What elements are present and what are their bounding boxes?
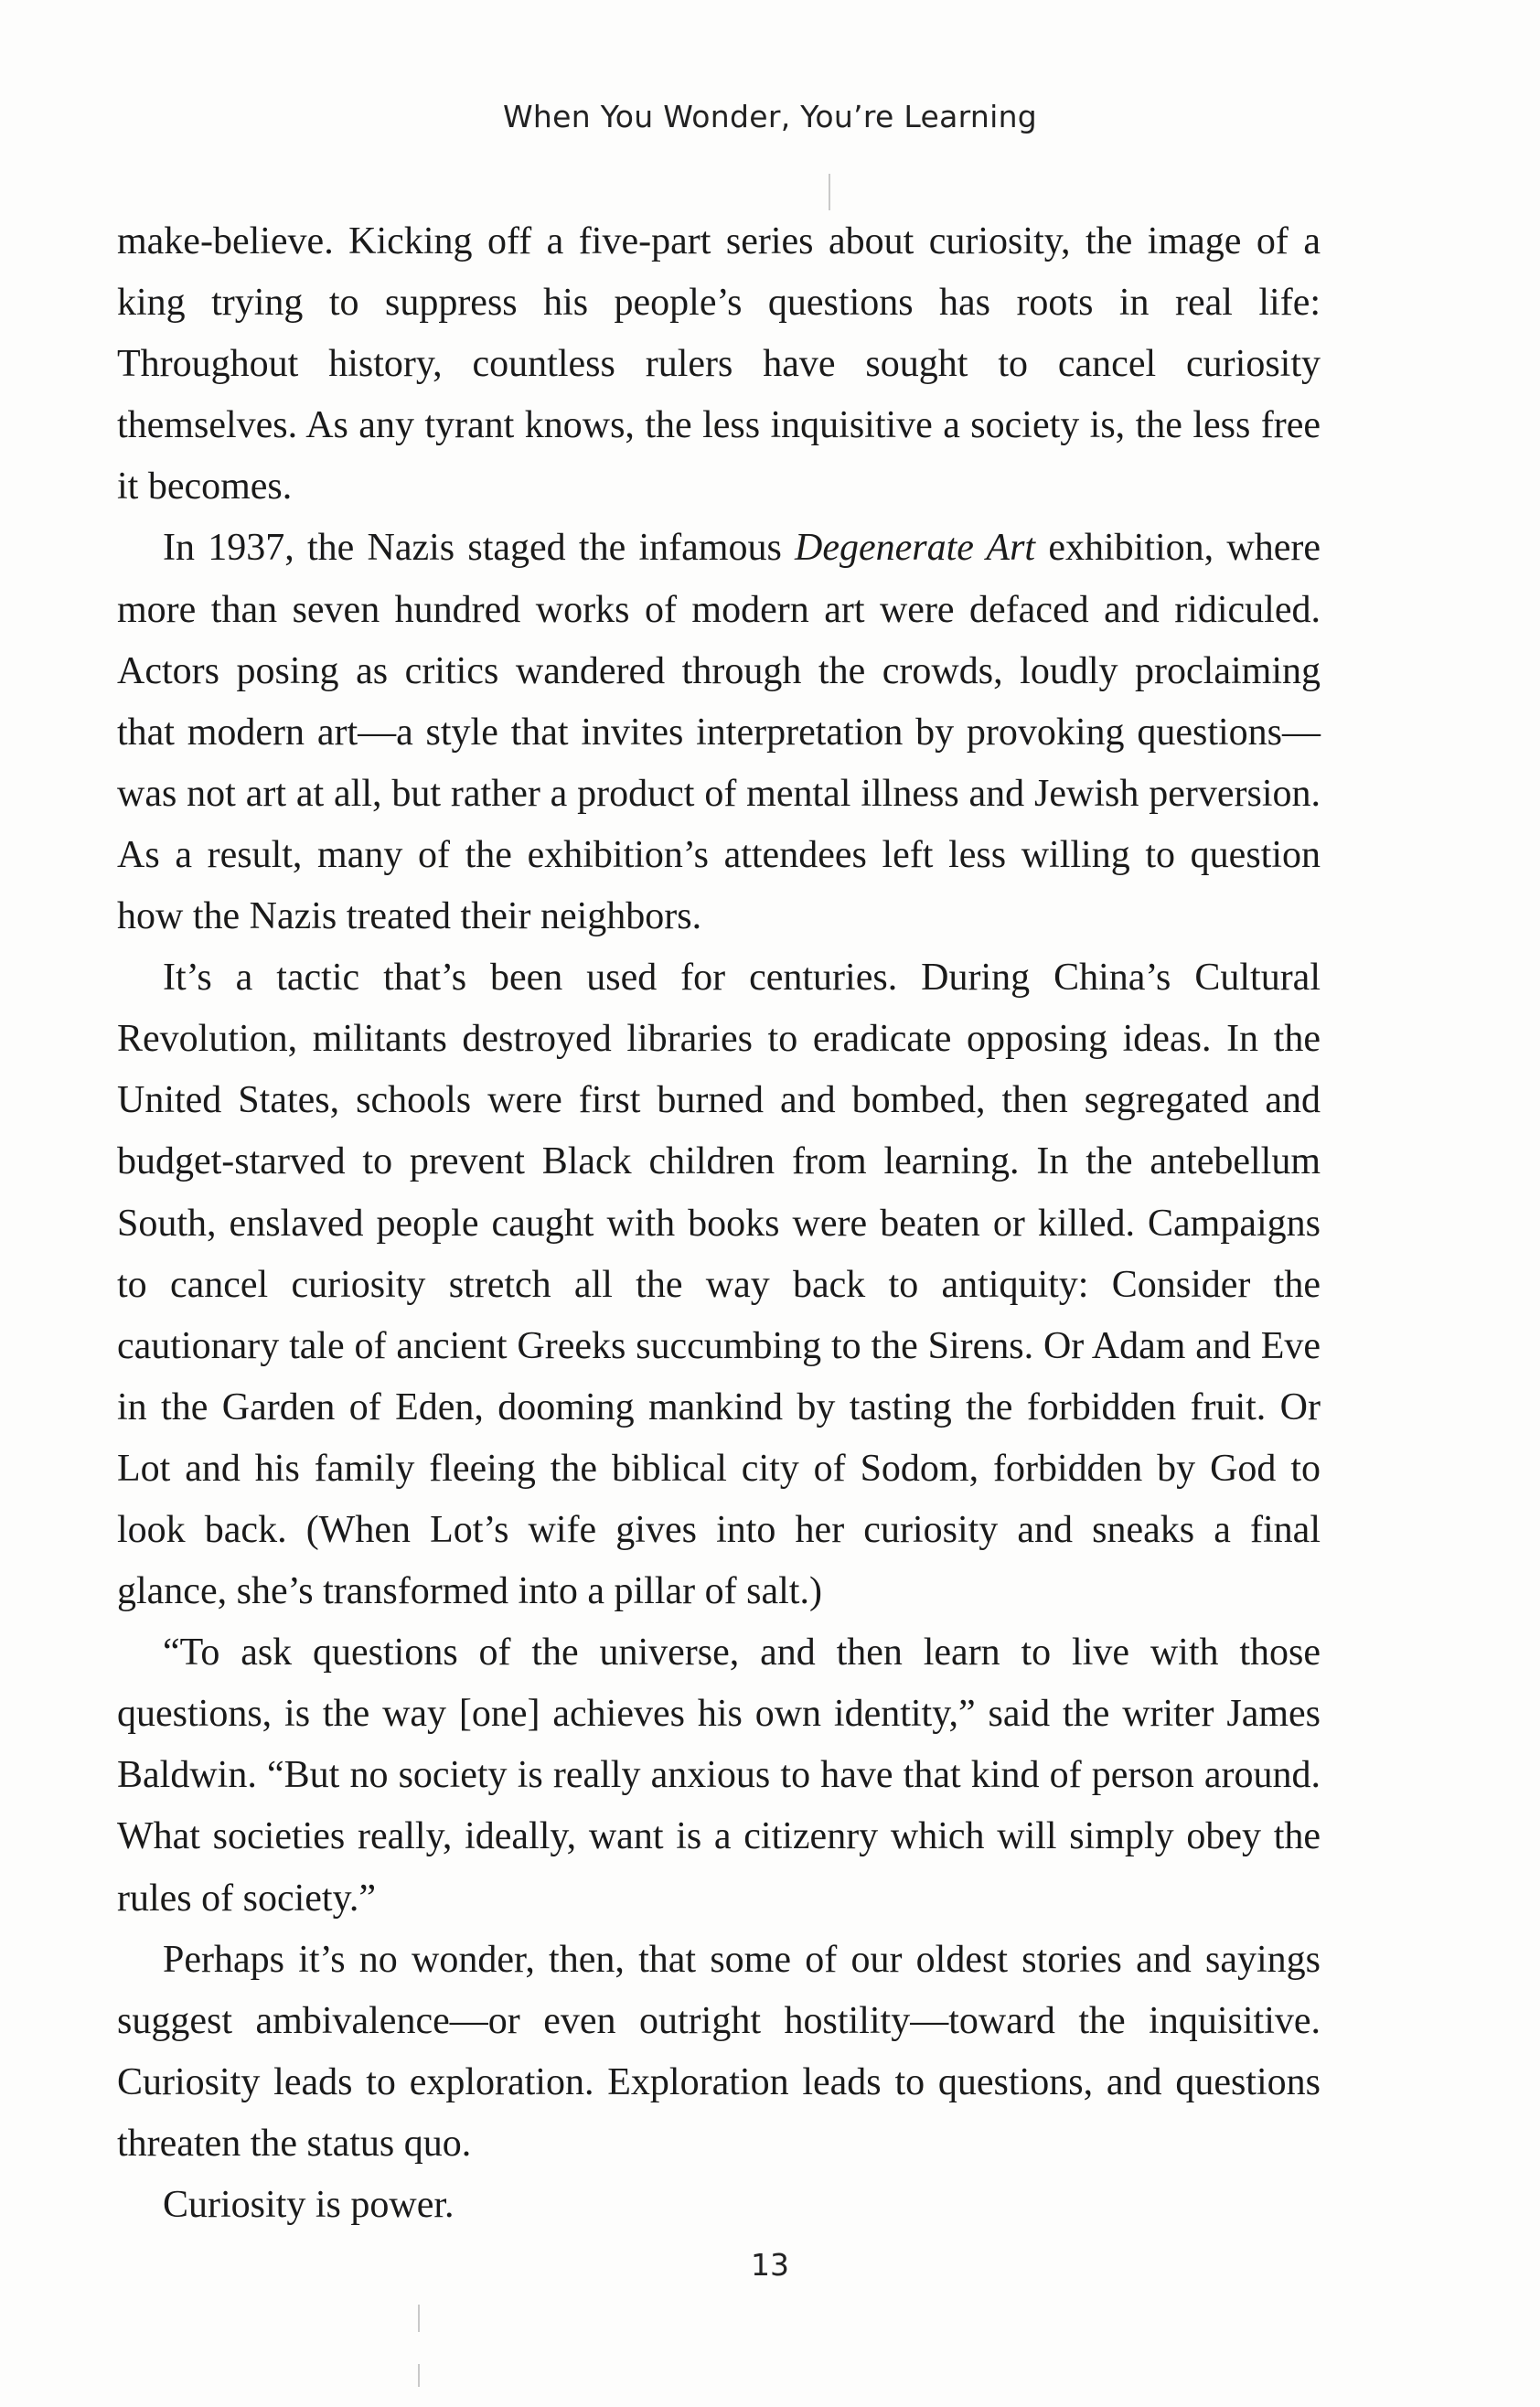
scan-artifact-line-bottom-2 (418, 2364, 420, 2387)
paragraph-6: Curiosity is power. (163, 2184, 455, 2226)
scan-artifact-line-bottom (418, 2305, 420, 2332)
paragraph-2-rest: exhibition, where more than seven hundred works of modern art were defaced and ridiculed. Actors posing as critics wandered through the crowds, loudly proclaiming that modern art—a style that invites interpretation by provoking questions—was not art at all, but rather a product of mental illness and Jewish perversion. As a result, many of the exhibition’s attendees left less willing to question how the Nazis treated their neighbors. (117, 527, 1321, 938)
artwork-title: Degenerate Art (795, 527, 1036, 570)
paragraph-2 (117, 518, 1321, 947)
scan-artifact-line-top (829, 174, 830, 210)
paragraph-2-lead: In 1937, the Nazis staged the infamous (163, 527, 796, 570)
paragraph-4-baldwin-quote: “To ask questions of the universe, and then learn to live with those questions, is the way [one] achieves his own identity,” said the writer James Baldwin. “But no society is really anxious to have that kind of person around. What societies really, ideally, want is a citizenry which will simply obey the rules of society.” (117, 1631, 1321, 1920)
paragraph-1: make-believe. Kicking off a five-part series about curiosity, the image of a king trying to suppress his people’s questions has roots in real life: Throughout history, countless rulers have sought to cancel curiosity themselves. As any tyrant knows, the less inquisitive a society is, the less free it becomes. (117, 220, 1321, 508)
page-number: 13 (751, 2247, 789, 2283)
body-text (117, 211, 1321, 2236)
paragraph-3: It’s a tactic that’s been used for centuries. During China’s Cultural Revolution, militants destroyed libraries to eradicate opposing ideas. In the United States, schools were first burned and bombed, then segregated and budget-starved to prevent Black children from learning. In the antebellum South, enslaved people caught with books were beaten or killed. Campaigns to cancel curiosity stretch all the way back to antiquity: Consider the cautionary tale of ancient Greeks succumbing to the Sirens. Or Adam and Eve in the Garden of Eden, dooming mankind by tasting the forbidden fruit. Or Lot and his family fleeing the biblical city of Sodom, forbidden by God to look back. (When Lot’s wife gives into her curiosity and sneaks a final glance, she’s transformed into a pillar of salt.) (117, 957, 1321, 1613)
running-head: When You Wonder, You’re Learning (502, 99, 1038, 134)
paragraph-5: Perhaps it’s no wonder, then, that some of our oldest stories and sayings suggest ambivalence—or even outright hostility—toward the inquisitive. Curiosity leads to exploration. Exploration leads to questions, and questions threaten the status quo. (117, 1938, 1321, 2165)
